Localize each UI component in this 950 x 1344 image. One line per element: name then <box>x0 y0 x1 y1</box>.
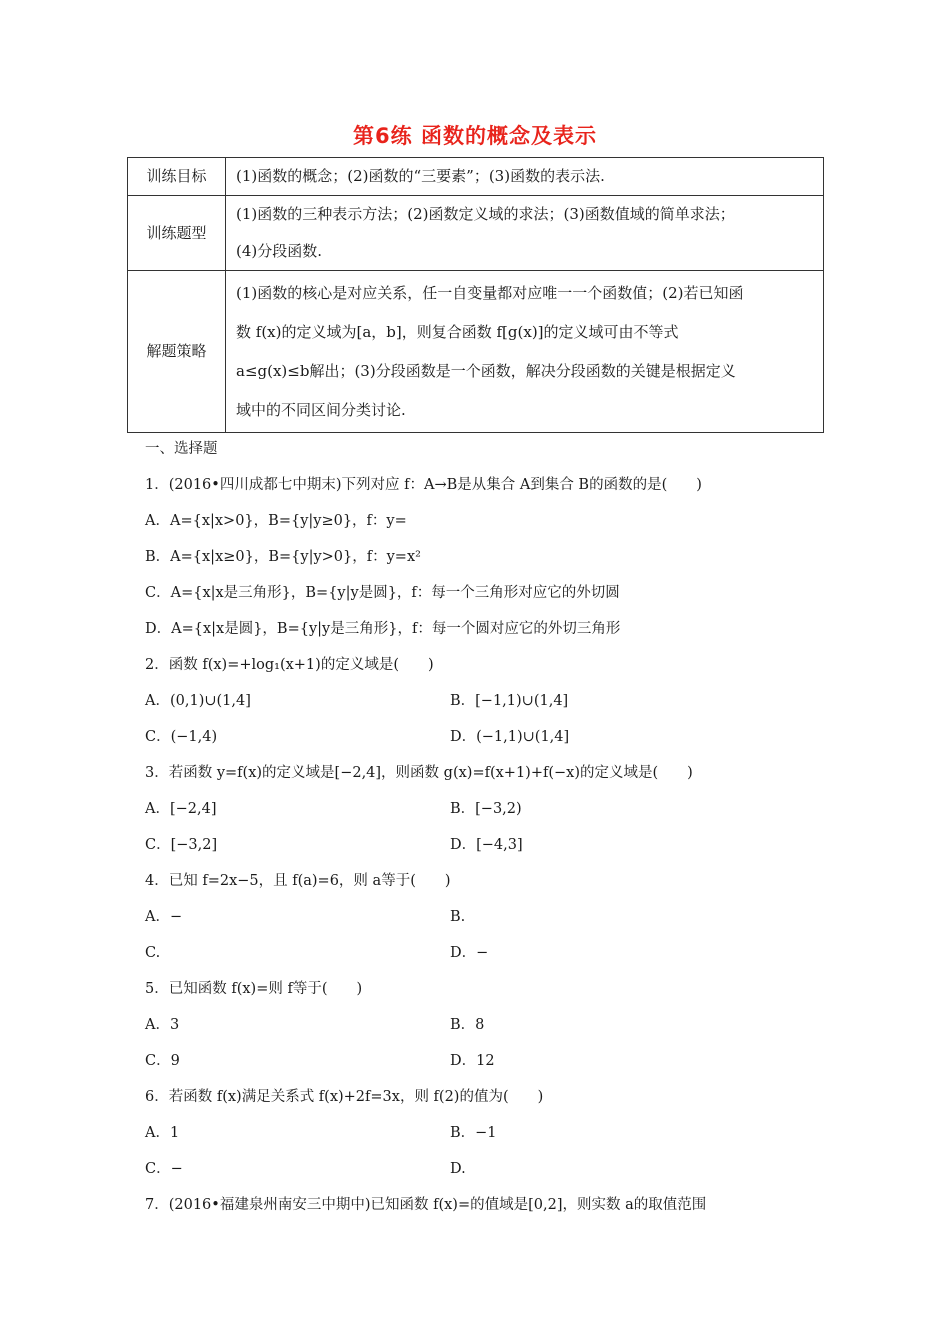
q4-option-d: D．− <box>450 945 489 961</box>
question-4-stem: 4．已知 f=2x−5，且 f(a)=6，则 a等于( ) <box>145 873 451 889</box>
q5-option-b: B．8 <box>450 1017 485 1033</box>
q6-option-b: B．−1 <box>450 1125 497 1141</box>
content-line: (1)函数的概念；(2)函数的“三要素”；(3)函数的表示法. <box>236 167 605 185</box>
q4-option-c: C. <box>145 945 161 961</box>
q3-option-c: C．[−3,2] <box>145 837 218 853</box>
question-1-stem: 1．(2016•四川成都七中期末)下列对应 f：A→B是从集合 A到集合 B的函数的是( ) <box>145 477 702 493</box>
q1-option-c: C．A={x|x是三角形}，B={y|y是圆}，f：每一个三角形对应它的外切圆 <box>145 585 620 601</box>
table-row <box>128 271 824 433</box>
question-2-stem: 2．函数 f(x)=+log₁(x+1)的定义域是( ) <box>145 657 434 673</box>
question-7-stem: 7．(2016•福建泉州南安三中期中)已知函数 f(x)=的值域是[0,2]，则实数 a的取值范围 <box>145 1197 707 1213</box>
section-heading: 一、选择题 <box>145 441 218 457</box>
q1-option-b: B．A={x|x≥0}，B={y|y>0}，f：y=x² <box>145 549 421 565</box>
q4-option-b: B. <box>450 909 466 925</box>
q6-option-c: C．− <box>145 1161 183 1177</box>
content-line: 域中的不同区间分类讨论. <box>236 400 406 419</box>
q2-option-b: B．[−1,1)∪(1,4] <box>450 693 569 709</box>
q3-option-a: A．[−2,4] <box>145 801 217 817</box>
question-6-stem: 6．若函数 f(x)满足关系式 f(x)+2f=3x，则 f(2)的值为( ) <box>145 1089 544 1105</box>
q5-option-c: C．9 <box>145 1053 180 1069</box>
q2-option-d: D．(−1,1)∪(1,4] <box>450 729 570 745</box>
content-line: (1)函数的核心是对应关系，任一自变量都对应唯一一个函数值；(2)若已知函 <box>236 283 744 302</box>
row-content <box>226 158 824 196</box>
row-label: 训练目标 <box>128 158 226 196</box>
question-5-stem: 5．已知函数 f(x)=则 f等于( ) <box>145 981 363 997</box>
content-line: a≤g(x)≤b解出；(3)分段函数是一个函数，解决分段函数的关键是根据定义 <box>236 361 736 380</box>
row-content <box>226 271 824 433</box>
q4-option-a: A．− <box>145 909 183 925</box>
q3-option-b: B．[−3,2) <box>450 801 522 817</box>
q1-option-a: A．A={x|x>0}，B={y|y≥0}，f：y= <box>145 513 407 529</box>
q6-option-d: D. <box>450 1161 466 1177</box>
q5-option-d: D．12 <box>450 1053 495 1069</box>
table-row <box>128 196 824 271</box>
q5-option-a: A．3 <box>145 1017 180 1033</box>
row-label: 训练题型 <box>128 196 226 271</box>
q6-option-a: A．1 <box>145 1125 180 1141</box>
table-row <box>128 158 824 196</box>
row-label: 解题策略 <box>128 271 226 433</box>
q3-option-d: D．[−4,3] <box>450 837 523 853</box>
q2-option-c: C．(−1,4) <box>145 729 218 745</box>
q2-option-a: A．(0,1)∪(1,4] <box>145 693 251 709</box>
content-line: (4)分段函数. <box>236 242 323 260</box>
content-line: (1)函数的三种表示方法；(2)函数定义域的求法；(3)函数值域的简单求法； <box>236 205 735 223</box>
content-line: 数 f(x)的定义域为[a，b]，则复合函数 f[g(x)]的定义域可由不等式 <box>236 322 679 341</box>
q1-option-d: D．A={x|x是圆}，B={y|y是三角形}，f：每一个圆对应它的外切三角形 <box>145 621 621 637</box>
training-info-table <box>127 157 824 433</box>
row-content <box>226 196 824 271</box>
question-3-stem: 3．若函数 y=f(x)的定义域是[−2,4]，则函数 g(x)=f(x+1)+f(−x)的定义域是( ) <box>145 765 693 781</box>
page-title: 第6练 函数的概念及表示 <box>353 124 597 148</box>
